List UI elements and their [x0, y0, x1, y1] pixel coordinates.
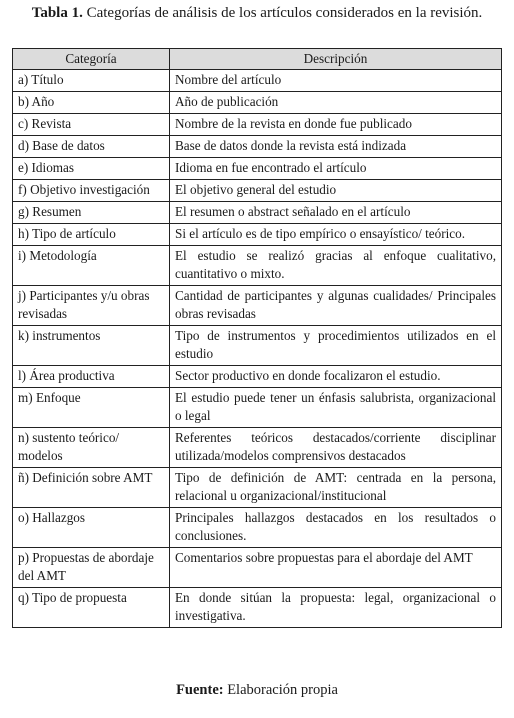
category-cell: f) Objetivo investigación	[13, 180, 170, 202]
table-row	[13, 326, 502, 366]
category-cell: j) Participantes y/u obras revisadas	[13, 286, 170, 326]
description-cell: Tipo de definición de AMT: centrada en la persona, relacional u organizacional/institucional	[170, 468, 502, 508]
category-cell: a) Título	[13, 70, 170, 92]
table-row	[13, 588, 502, 628]
table-header-row	[13, 49, 502, 70]
caption-label: Tabla 1.	[31, 5, 83, 21]
table-row	[13, 114, 502, 136]
description-cell: Si el artículo es de tipo empírico o ensayístico/ teórico.	[170, 224, 502, 246]
table-row	[13, 428, 502, 468]
table-row	[13, 70, 502, 92]
table-row	[13, 388, 502, 428]
category-cell: e) Idiomas	[13, 158, 170, 180]
table-row	[13, 92, 502, 114]
description-cell: Sector productivo en donde focalizaron el estudio.	[170, 366, 502, 388]
table-caption	[10, 4, 504, 23]
description-cell: Nombre del artículo	[170, 70, 502, 92]
category-cell: p) Propuestas de abordaje del AMT	[13, 548, 170, 588]
caption-text: Categorías de análisis de los artículos considerados en la revisión.	[86, 5, 483, 21]
description-cell: Cantidad de participantes y algunas cualidades/ Principales obras revisadas	[170, 286, 502, 326]
source-note	[0, 681, 514, 699]
table-row	[13, 224, 502, 246]
category-cell: i) Metodología	[13, 246, 170, 286]
description-cell: El resumen o abstract señalado en el artículo	[170, 202, 502, 224]
category-cell: h) Tipo de artículo	[13, 224, 170, 246]
table-row	[13, 286, 502, 326]
source-label: Fuente:	[176, 682, 224, 698]
table-row	[13, 202, 502, 224]
description-cell: El estudio puede tener un énfasis salubrista, organizacional o legal	[170, 388, 502, 428]
table-row	[13, 548, 502, 588]
category-cell: b) Año	[13, 92, 170, 114]
description-cell: Año de publicación	[170, 92, 502, 114]
table-row	[13, 158, 502, 180]
table-row	[13, 366, 502, 388]
description-cell: En donde sitúan la propuesta: legal, organizacional o investigativa.	[170, 588, 502, 628]
description-cell: Tipo de instrumentos y procedimientos utilizados en el estudio	[170, 326, 502, 366]
description-cell: Comentarios sobre propuestas para el abordaje del AMT	[170, 548, 502, 588]
description-cell: Base de datos donde la revista está indizada	[170, 136, 502, 158]
description-cell: El objetivo general del estudio	[170, 180, 502, 202]
table-row	[13, 508, 502, 548]
description-cell: Principales hallazgos destacados en los resultados o conclusiones.	[170, 508, 502, 548]
category-cell: d) Base de datos	[13, 136, 170, 158]
category-cell: ñ) Definición sobre AMT	[13, 468, 170, 508]
table-row	[13, 468, 502, 508]
category-cell: k) instrumentos	[13, 326, 170, 366]
table-row	[13, 136, 502, 158]
categories-table	[12, 48, 502, 628]
table-body	[13, 70, 502, 628]
description-cell: El estudio se realizó gracias al enfoque cualitativo, cuantitativo o mixto.	[170, 246, 502, 286]
category-cell: c) Revista	[13, 114, 170, 136]
column-header-description: Descripción	[170, 49, 502, 70]
table-row	[13, 180, 502, 202]
category-cell: l) Área productiva	[13, 366, 170, 388]
table-row	[13, 246, 502, 286]
category-cell: n) sustento teórico/ modelos	[13, 428, 170, 468]
category-cell: o) Hallazgos	[13, 508, 170, 548]
description-cell: Referentes teóricos destacados/corriente disciplinar utilizada/modelos comprensivos destacados	[170, 428, 502, 468]
category-cell: q) Tipo de propuesta	[13, 588, 170, 628]
category-cell: g) Resumen	[13, 202, 170, 224]
source-text: Elaboración propia	[227, 682, 338, 698]
description-cell: Idioma en fue encontrado el artículo	[170, 158, 502, 180]
column-header-category: Categoría	[13, 49, 170, 70]
description-cell: Nombre de la revista en donde fue publicado	[170, 114, 502, 136]
category-cell: m) Enfoque	[13, 388, 170, 428]
